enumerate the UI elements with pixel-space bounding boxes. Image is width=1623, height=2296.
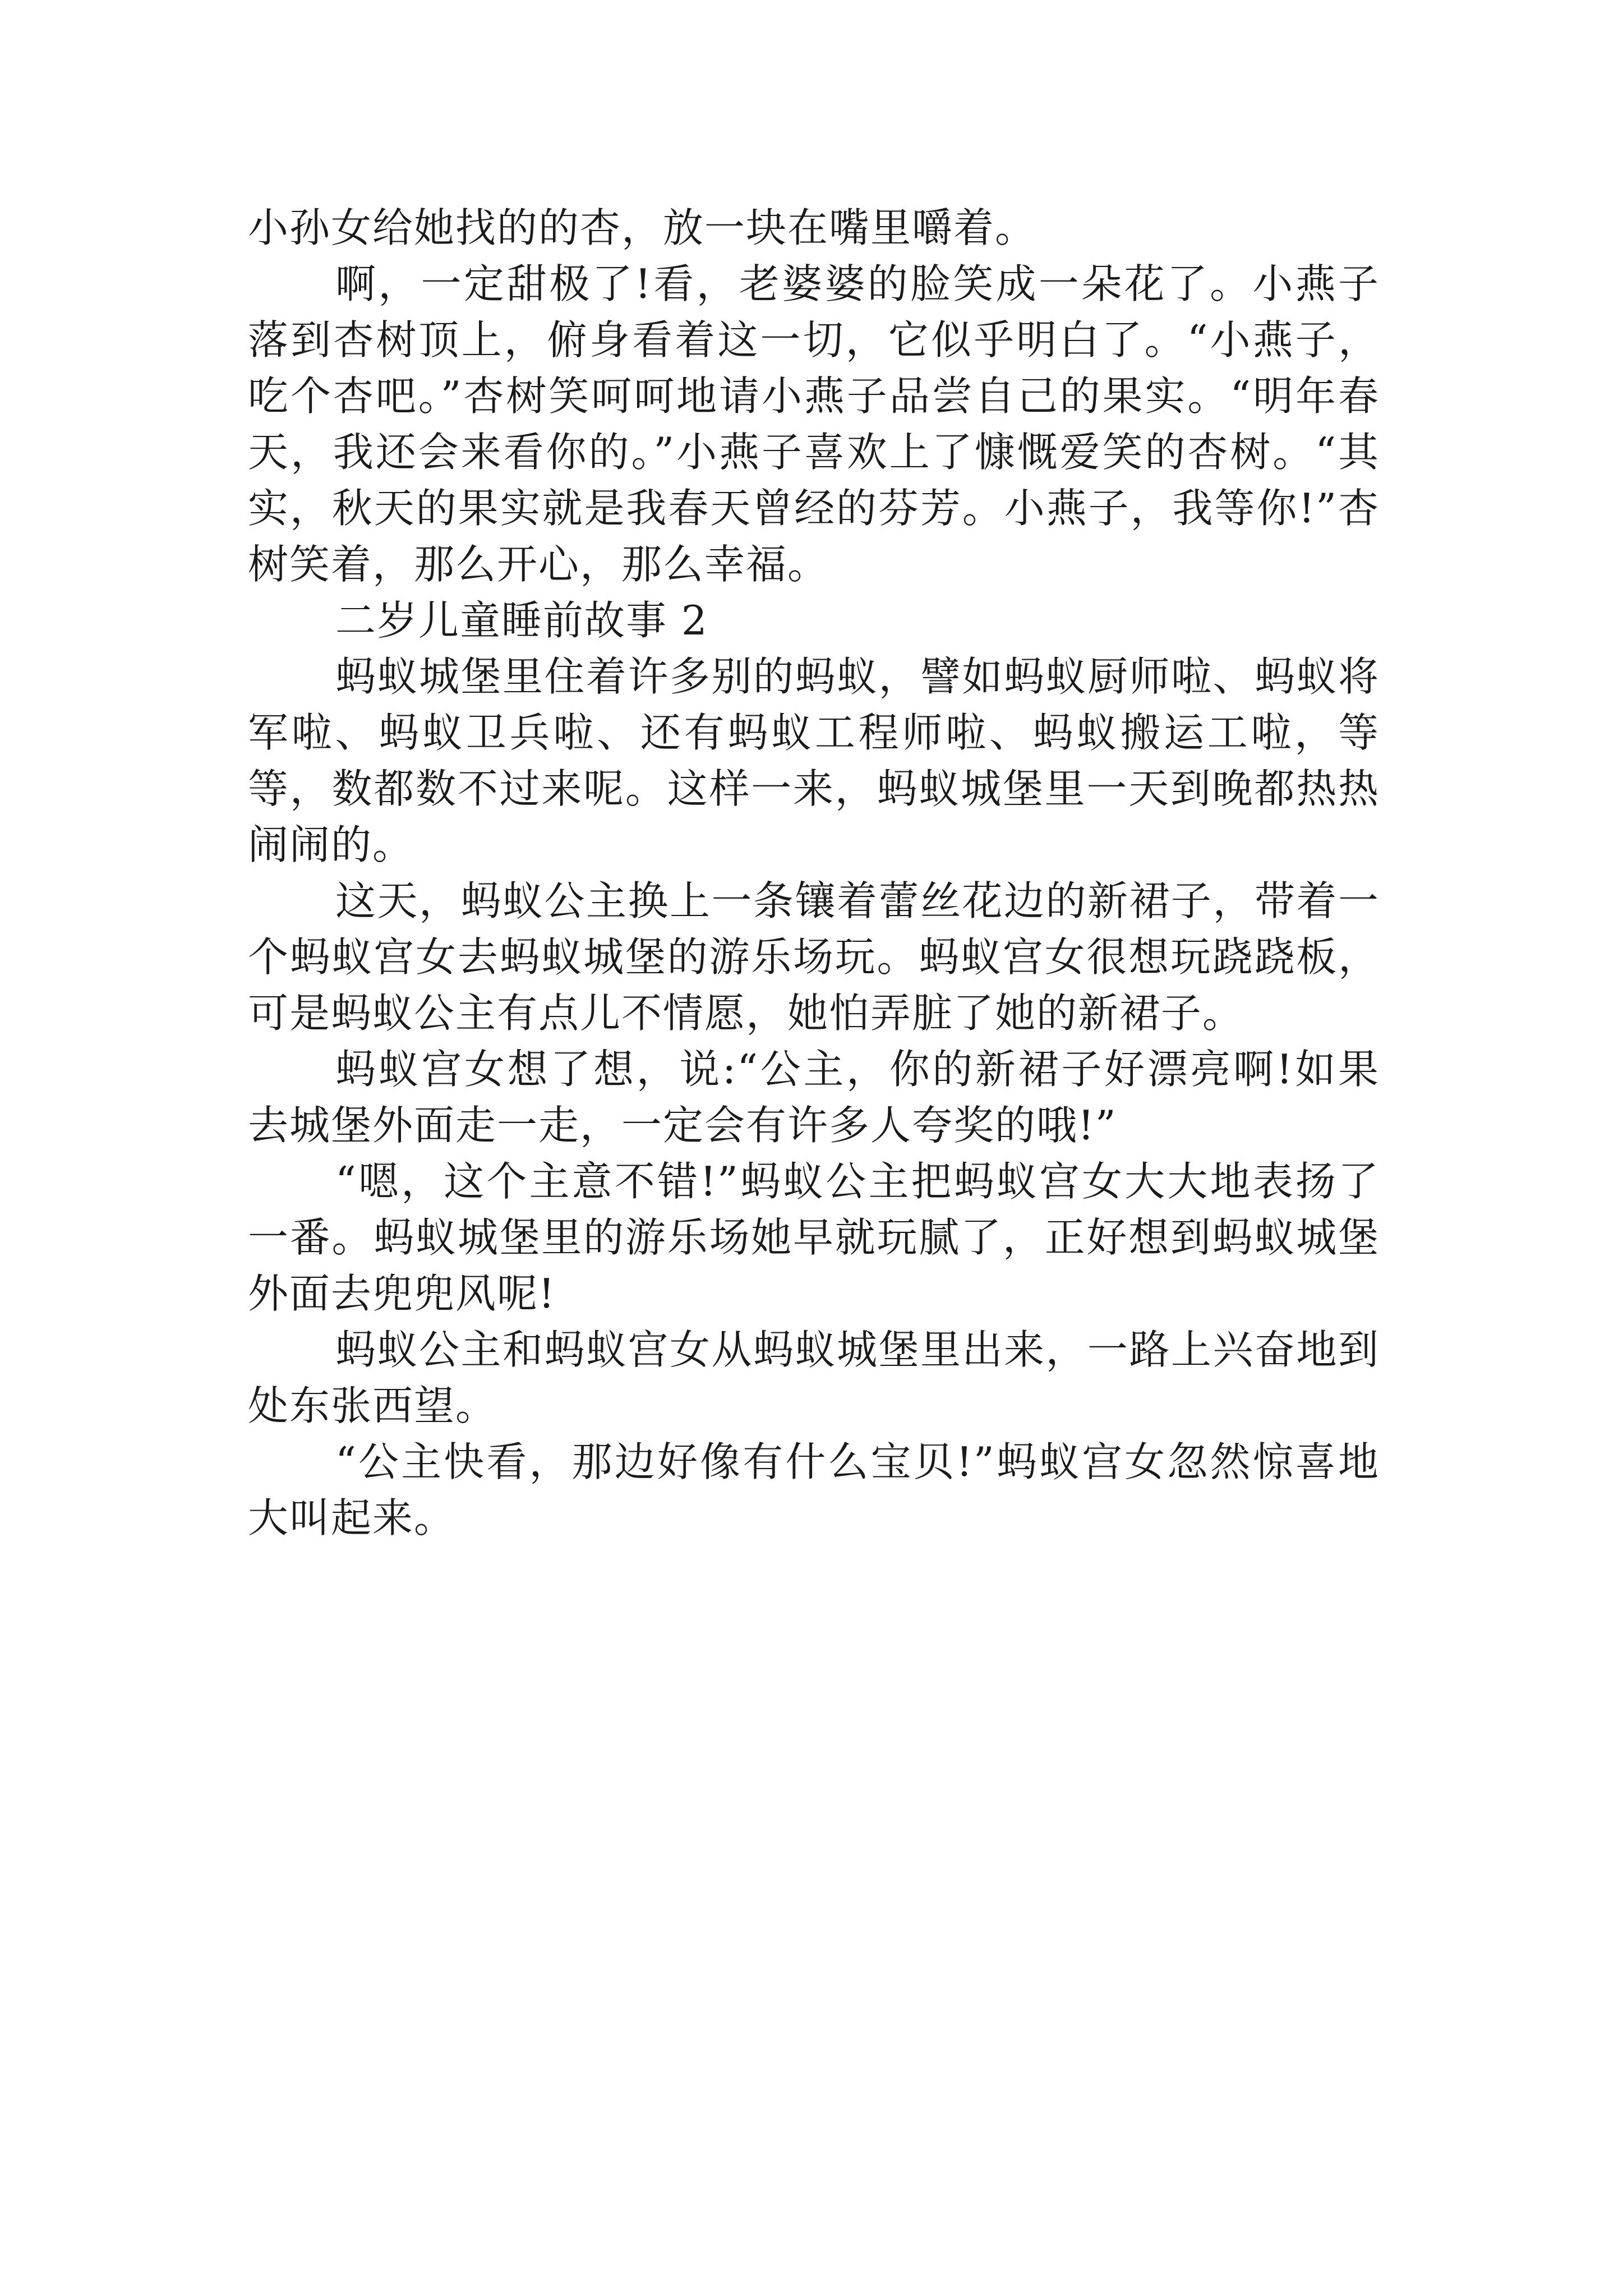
document-body [248,200,1380,1546]
paragraph-apricot-tree: 啊，一定甜极了!看，老婆婆的脸笑成一朵花了。小燕子落到杏树顶上，俯身看着这一切，它似乎明白了。“小燕子，吃个杏吧。”杏树笑呵呵地请小燕子品尝自己的果实。“明年春天，我还会来看你的。”小燕子喜欢上了慷慨爱笑的杏树。“其实，秋天的果实就是我春天曾经的芬芳。小燕子，我等你!”杏树笑着，那么开心，那么幸福。 [248,260,1380,588]
paragraph-maid-suggestion: 蚂蚁宫女想了想，说:“公主，你的新裙子好漂亮啊!如果去城堡外面走一走，一定会有许多人夸奖的哦!” [248,1046,1380,1149]
paragraph-continuation: 小孙女给她找的的杏，放一块在嘴里嚼着。 [248,204,1037,251]
paragraph-treasure: “公主快看，那边好像有什么宝贝!”蚂蚁宫女忽然惊喜地大叫起来。 [248,1438,1380,1542]
story-heading: 二岁儿童睡前故事 2 [335,597,708,644]
paragraph-princess-agrees: “嗯，这个主意不错!”蚂蚁公主把蚂蚁宫女大大地表扬了一番。蚂蚁城堡里的游乐场她早就玩腻了，正好想到蚂蚁城堡外面去兜兜风呢! [248,1158,1380,1317]
paragraph-ant-princess: 这天，蚂蚁公主换上一条镶着蕾丝花边的新裙子，带着一个蚂蚁宫女去蚂蚁城堡的游乐场玩。蚂蚁宫女很想玩跷跷板，可是蚂蚁公主有点儿不情愿，她怕弄脏了她的新裙子。 [248,877,1380,1037]
paragraph-leaving-castle: 蚂蚁公主和蚂蚁宫女从蚂蚁城堡里出来，一路上兴奋地到处东张西望。 [248,1326,1380,1429]
paragraph-ant-castle: 蚂蚁城堡里住着许多别的蚂蚁，譬如蚂蚁厨师啦、蚂蚁将军啦、蚂蚁卫兵啦、还有蚂蚁工程师啦、蚂蚁搬运工啦，等等，数都数不过来呢。这样一来，蚂蚁城堡里一天到晚都热热闹闹的。 [248,653,1380,868]
